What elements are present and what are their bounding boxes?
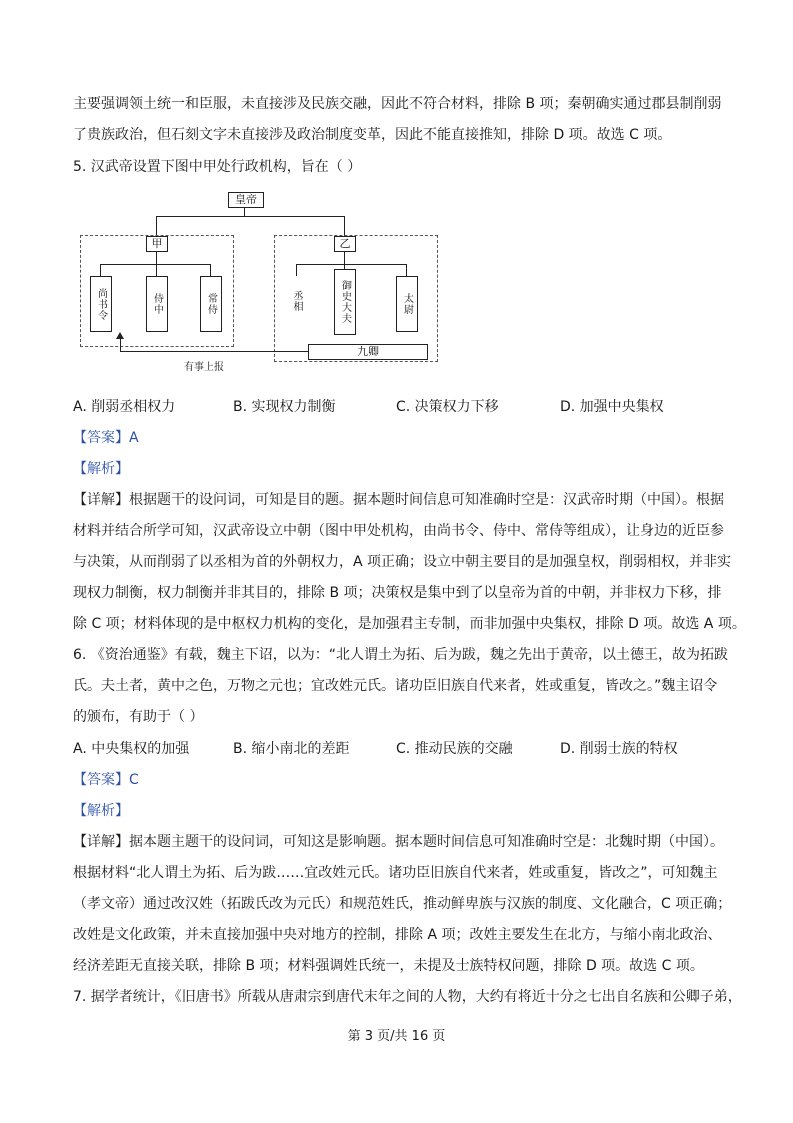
jia-down	[156, 251, 157, 264]
chengxiang-label: 丞相	[291, 290, 302, 312]
q6-stem-line-3: 的颁布，有助于（ ）	[73, 709, 204, 725]
q6-detail-line-5: 经济差距无直接关联，排除 B 项；材料强调姓氏统一，未提及士族特权问题，排除 D 项。故选 C 项。	[73, 958, 704, 974]
jiuqing-label: 九卿	[357, 345, 379, 358]
jia-child-2-down	[156, 264, 157, 276]
q5-answer-label: 【答案】A	[73, 430, 139, 446]
yushidafu-label: 御史大夫	[339, 280, 351, 324]
q5-detail-line-3: 与决策，从而削弱了以丞相为首的外朝权力，A 项正确；设立中朝主要目的是加强皇权，削弱相权，并非实	[73, 554, 732, 570]
q6-detail-line-1: 【详解】据本题主题干的设问词，可知这是影响题。据本题时间信息可知准确时空是：北魏时期（中国）。	[73, 834, 724, 850]
taiwei-box	[396, 276, 418, 332]
q6-detail-line-4: 改姓是文化政策，并未直接加强中央对地方的控制，排除 A 项；改姓主要发生在北方，与缩小南北政治、	[73, 927, 722, 943]
shizhong-box	[146, 276, 168, 332]
q5-analysis-label: 【解析】	[73, 461, 129, 477]
q5-detail-line-1: 【详解】根据题干的设问词，可知是目的题。据本题时间信息可知准确时空是：汉武帝时期（中国）。根据	[73, 492, 724, 508]
intro-line-1: 主要强调领土统一和臣服，未直接涉及民族交融，因此不符合材料，排除 B 项；秦朝确实通过郡县制削弱	[73, 96, 722, 112]
yi-child-1-down	[296, 264, 297, 276]
shizhong-label: 侍中	[151, 293, 163, 315]
changshi-label: 常侍	[205, 293, 217, 315]
report-arrow-horizontal	[120, 351, 308, 352]
connector-to-jia	[156, 216, 157, 236]
q6-detail-line-2: 根据材料“北人谓土为拓、后为跋……宜改姓元氏。诸功臣旧族自代来者，姓或重复，皆改之”，可知魏主	[73, 865, 718, 881]
q6-option-c: C. 推动民族的交融	[396, 741, 513, 757]
yi-child-3-down	[406, 264, 407, 276]
yi-box	[334, 236, 356, 252]
q6-stem-line-2: 氏。夫土者，黄中之色，万物之元也；宜改姓元氏。诸功臣旧族自代来者，姓或重复，皆改之。”魏主诏令	[73, 678, 718, 694]
question-5-options	[73, 397, 733, 417]
report-arrowhead-icon	[116, 332, 124, 339]
yi-label: 乙	[339, 237, 351, 250]
taiwei-label: 太尉	[401, 293, 413, 315]
q5-detail-line-5: 除 C 项；材料体现的是中枢权力机构的变化，是加强君主专制，而非加强中央集权，排除 D 项。故选 A 项。	[73, 616, 746, 632]
report-label: 有事上报	[184, 362, 224, 373]
page-footer: 第 3 页/共 16 页	[347, 1029, 446, 1044]
shangshuling-box	[90, 276, 112, 332]
connector-emperor-down	[244, 207, 245, 216]
q6-stem-line-1: 6. 《资治通鉴》有载，魏主下诏，以为：“北人谓土为拓、后为跋，魏之先出于黄帝，以土德王，故为拓跋	[73, 647, 729, 663]
connector-to-yi	[344, 216, 345, 236]
changshi-box	[200, 276, 222, 332]
q7-stem-line-1: 7. 据学者统计，《旧唐书》所载从唐肃宗到唐代末年之间的人物，大约有将近十分之七出自名族和公卿子弟，	[73, 989, 742, 1005]
q5-detail-line-2: 材料并结合所学可知，汉武帝设立中朝（图中甲处机构，由尚书令、侍中、常侍等组成），让身边的近臣参	[73, 523, 724, 539]
jia-label: 甲	[151, 237, 163, 250]
q6-option-d: D. 削弱士族的特权	[560, 741, 678, 757]
jiuqing-box	[308, 344, 428, 360]
jia-horizontal	[100, 264, 210, 265]
jia-child-3-down	[210, 264, 211, 276]
administrative-structure-diagram	[80, 192, 440, 374]
q5-option-c: C. 决策权力下移	[396, 399, 499, 415]
q5-option-d: D. 加强中央集权	[560, 399, 664, 415]
emperor-label: 皇帝	[235, 193, 257, 206]
jia-box	[146, 236, 168, 252]
connector-top-horizontal	[156, 216, 344, 217]
q6-analysis-label: 【解析】	[73, 803, 129, 819]
q6-option-b: B. 缩小南北的差距	[233, 741, 350, 757]
q6-detail-line-3: （孝文帝）通过改汉姓（拓跋氏改为元氏）和规范姓氏，推动鲜卑族与汉族的制度、文化融合，C 项正确；	[73, 896, 732, 912]
yi-down	[344, 251, 345, 264]
yushidafu-box	[334, 269, 356, 335]
q6-answer-label: 【答案】C	[73, 772, 139, 788]
question-5-stem: 5. 汉武帝设置下图中甲处行政机构，旨在（ ）	[73, 159, 362, 175]
question-6-options	[73, 739, 733, 759]
q6-option-a: A. 中央集权的加强	[73, 741, 190, 757]
shangshuling-label: 尚书令	[95, 287, 107, 321]
q5-option-b: B. 实现权力制衡	[233, 399, 336, 415]
yi-horizontal	[296, 264, 406, 265]
report-arrow-vertical	[120, 338, 121, 352]
jia-child-1-down	[100, 264, 101, 276]
emperor-box	[228, 192, 264, 208]
q5-detail-line-4: 现权力制衡，权力制衡并非其目的，排除 B 项；决策权是集中到了以皇帝为首的中朝，并非权力下移，排	[73, 585, 722, 601]
q5-option-a: A. 削弱丞相权力	[73, 399, 176, 415]
intro-line-2: 了贵族政治，但石刻文字未直接涉及政治制度变革，因此不能直接推知，排除 D 项。故选 C 项。	[73, 127, 672, 143]
